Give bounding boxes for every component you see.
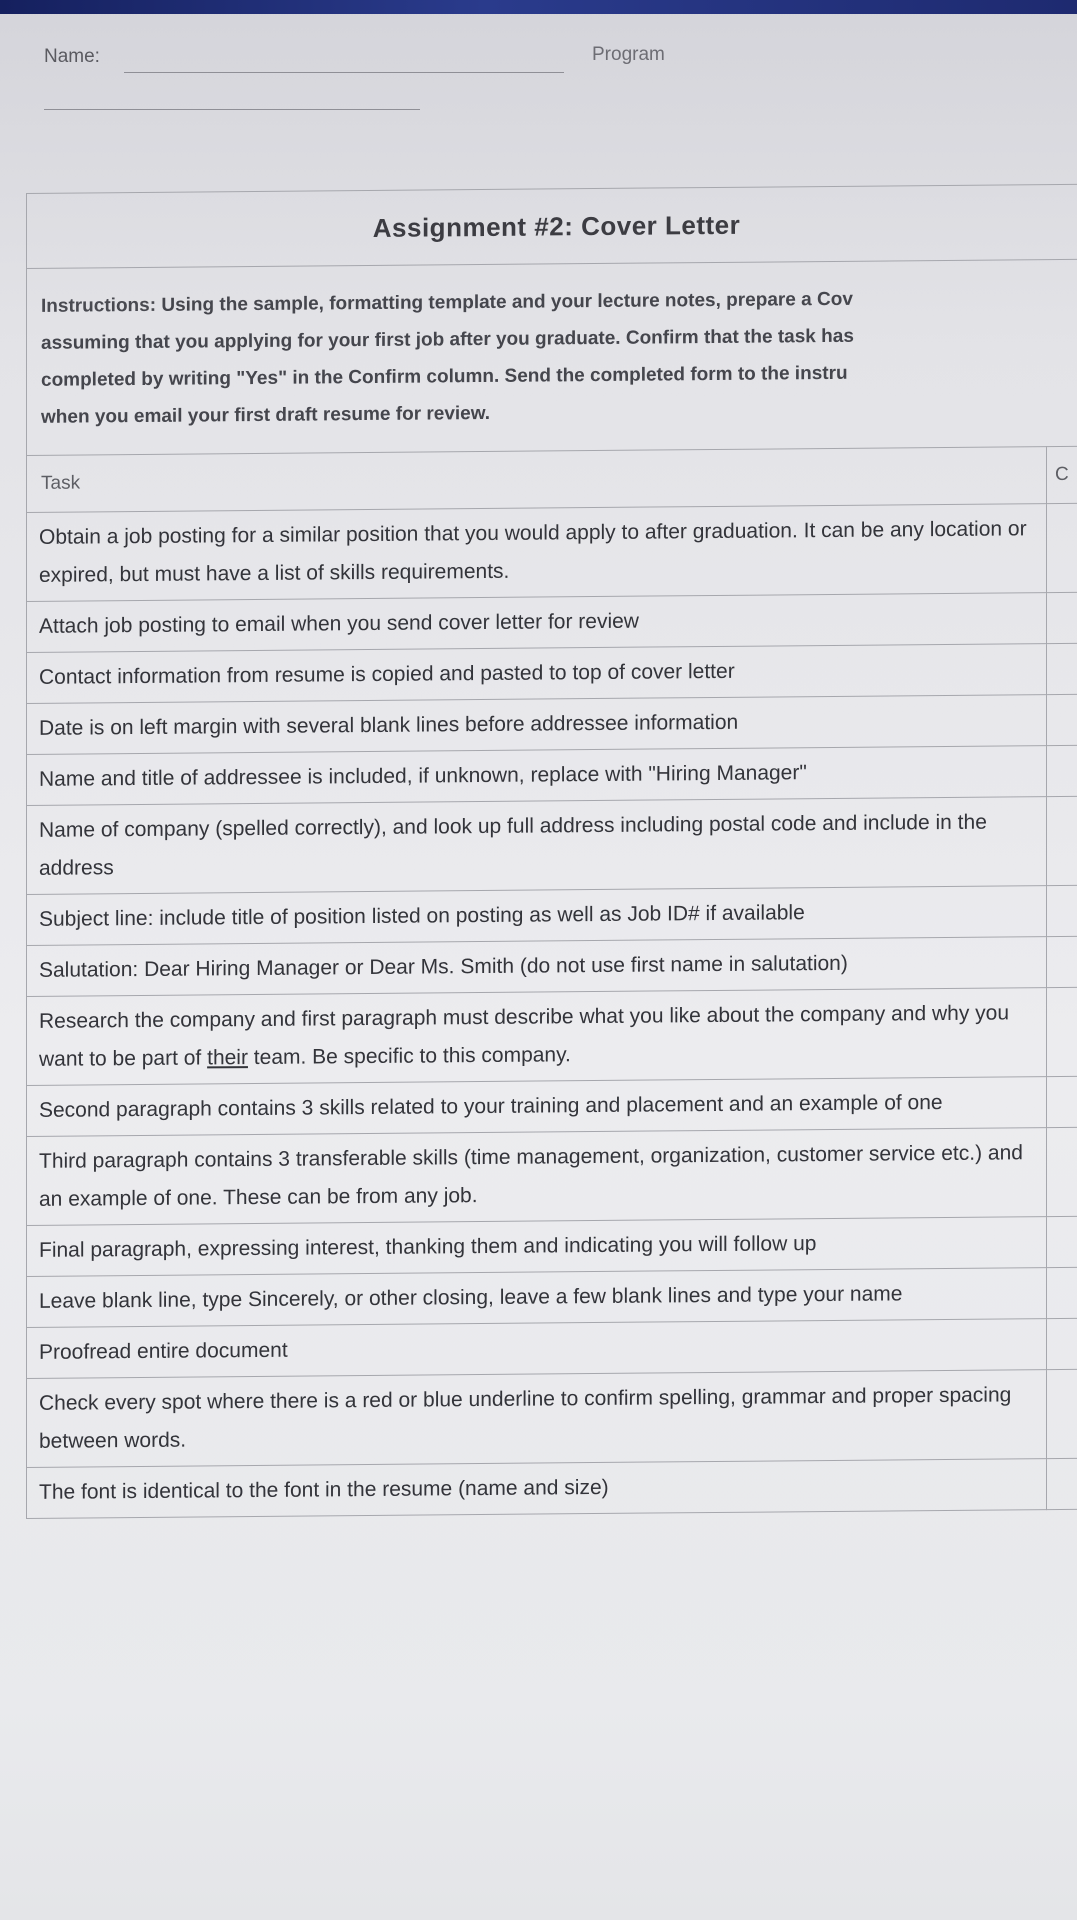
table-row bbox=[27, 745, 1077, 805]
confirm-column-header: C bbox=[1047, 446, 1077, 503]
table-row bbox=[27, 592, 1077, 652]
task-text: Contact information from resume is copied and pasted to top of cover letter bbox=[27, 644, 1047, 704]
table-row bbox=[27, 987, 1077, 1085]
program-label: Program bbox=[592, 44, 665, 65]
task-text-underlined-word: their bbox=[207, 1046, 248, 1070]
confirm-cell[interactable] bbox=[1047, 503, 1077, 592]
task-text: Attach job posting to email when you send cover letter for review bbox=[27, 593, 1047, 653]
task-text: Subject line: include title of position listed on posting as well as Job ID# if available bbox=[27, 886, 1047, 946]
name-input-line[interactable] bbox=[124, 72, 564, 73]
task-text: Final paragraph, expressing interest, thanking them and indicating you will follow up bbox=[27, 1217, 1047, 1277]
table-row bbox=[27, 694, 1077, 754]
confirm-cell[interactable] bbox=[1047, 885, 1077, 936]
task-text: Second paragraph contains 3 skills related to your training and placement and an example of one bbox=[27, 1077, 1047, 1137]
instructions-block bbox=[27, 259, 1077, 455]
task-text: Date is on left margin with several blank lines before addressee information bbox=[27, 695, 1047, 755]
confirm-cell[interactable] bbox=[1047, 1458, 1077, 1509]
table-row bbox=[27, 936, 1077, 996]
top-edge-band bbox=[0, 0, 1077, 14]
table-row bbox=[27, 1318, 1077, 1378]
confirm-cell[interactable] bbox=[1047, 745, 1077, 796]
assignment-sheet bbox=[26, 184, 1077, 1588]
assignment-table bbox=[26, 184, 1077, 1519]
task-text: Salutation: Dear Hiring Manager or Dear Ms. Smith (do not use first name in salutation) bbox=[27, 937, 1047, 997]
table-row bbox=[27, 1369, 1077, 1467]
table-row bbox=[27, 1127, 1077, 1225]
table-row bbox=[27, 643, 1077, 703]
confirm-cell[interactable] bbox=[1047, 694, 1077, 745]
instructions-line-2: assuming that you applying for your first job after you graduate. Confirm that the task has bbox=[41, 325, 854, 354]
confirm-cell[interactable] bbox=[1047, 796, 1077, 885]
table-row bbox=[27, 1216, 1077, 1276]
confirm-cell[interactable] bbox=[1047, 1076, 1077, 1127]
page-header bbox=[0, 30, 1077, 130]
task-text-part-2: team. Be specific to this company. bbox=[247, 1043, 571, 1070]
task-text: The font is identical to the font in the resume (name and size) bbox=[27, 1459, 1047, 1519]
confirm-cell[interactable] bbox=[1047, 643, 1077, 694]
task-text-their bbox=[27, 988, 1047, 1086]
task-text: Check every spot where there is a red or blue underline to confirm spelling, grammar and proper spacing between words. bbox=[27, 1370, 1047, 1468]
instructions-text-1: Using the sample, formatting template and your lecture notes, prepare a Cov bbox=[161, 288, 853, 316]
task-text: Proofread entire document bbox=[27, 1319, 1047, 1379]
assignment-title: Assignment #2: Cover Letter bbox=[27, 184, 1077, 268]
confirm-cell[interactable] bbox=[1047, 592, 1077, 643]
name-input-line-2[interactable] bbox=[44, 109, 420, 110]
confirm-cell[interactable] bbox=[1047, 1369, 1077, 1458]
confirm-cell[interactable] bbox=[1047, 1267, 1077, 1318]
task-text: Third paragraph contains 3 transferable skills (time management, organization, customer service etc.) and an example of one. These can be from any job. bbox=[27, 1128, 1047, 1226]
instructions-label: Instructions: bbox=[41, 294, 157, 317]
table-header-row bbox=[27, 446, 1077, 512]
confirm-cell[interactable] bbox=[1047, 936, 1077, 987]
confirm-cell[interactable] bbox=[1047, 1216, 1077, 1267]
table-row bbox=[27, 1267, 1077, 1327]
task-text: Obtain a job posting for a similar position that you would apply to after graduation. It can be any location or expired, but must have a list of skills requirements. bbox=[27, 504, 1047, 602]
instructions-line-4: when you email your first draft resume for review. bbox=[41, 402, 491, 428]
task-text: Leave blank line, type Sincerely, or other closing, leave a few blank lines and type your name bbox=[27, 1268, 1047, 1328]
instructions-line-3: completed by writing "Yes" in the Confirm column. Send the completed form to the instru bbox=[41, 362, 848, 391]
task-text: Name and title of addressee is included, if unknown, replace with "Hiring Manager" bbox=[27, 746, 1047, 806]
page-bottom-background bbox=[0, 1560, 1077, 1920]
confirm-cell[interactable] bbox=[1047, 987, 1077, 1076]
task-column-header: Task bbox=[27, 447, 1047, 513]
task-text: Name of company (spelled correctly), and look up full address including postal code and include in the address bbox=[27, 797, 1047, 895]
confirm-cell[interactable] bbox=[1047, 1127, 1077, 1216]
table-row bbox=[27, 1076, 1077, 1136]
table-row bbox=[27, 796, 1077, 894]
table-row bbox=[27, 885, 1077, 945]
name-label: Name: bbox=[44, 46, 100, 67]
confirm-cell[interactable] bbox=[1047, 1318, 1077, 1369]
table-row bbox=[27, 1458, 1077, 1518]
table-row bbox=[27, 503, 1077, 601]
task-text-part-1: Research the company and first paragraph must describe what you like about the company and why you want to be part of bbox=[39, 1001, 1010, 1071]
